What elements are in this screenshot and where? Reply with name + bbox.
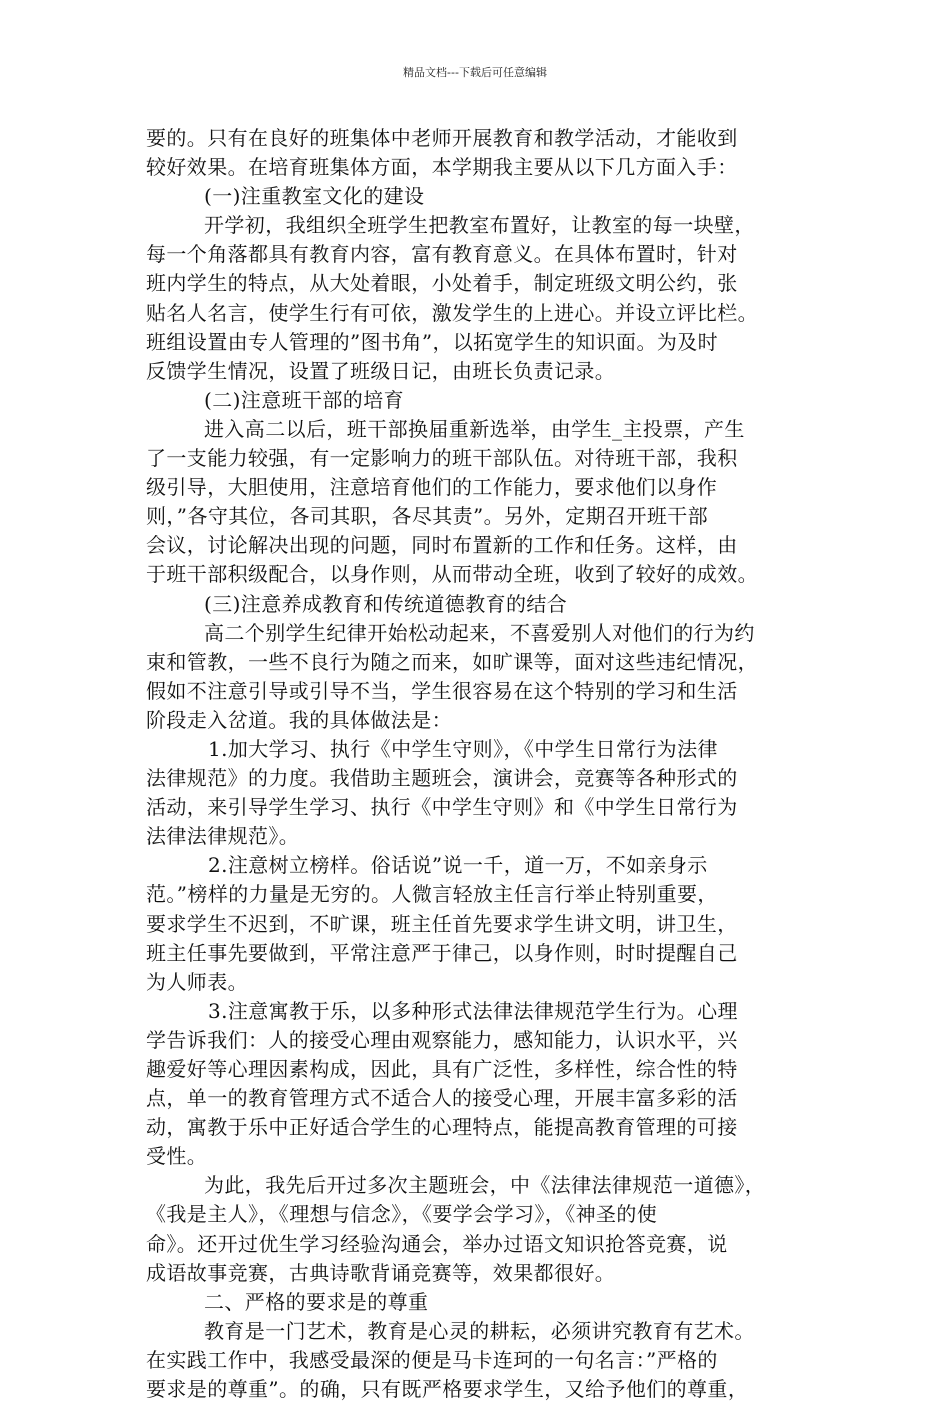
paragraph-first-line: 教育是一门艺术，教育是心灵的耕耘，必须讲究教育有艺术。: [204, 1318, 755, 1343]
text-line: 点，单一的教育管理方式不适合人的接受心理，开展丰富多彩的活: [146, 1086, 738, 1111]
text-line: 命》。还开过优生学习经验沟通会，举办过语文知识抢答竞赛，说: [146, 1231, 728, 1256]
text-line: 学告诉我们：人的接受心理由观察能力，感知能力，认识水平，兴: [146, 1027, 738, 1052]
text-line: 班主任事先要做到，平常注意严于律己，以身作则，时时提醒自己: [146, 940, 738, 965]
paragraph-first-line: 高二个别学生纪律开始松动起来，不喜爱别人对他们的行为约: [204, 620, 755, 645]
numbered-item-first-line: 3.注意寓教于乐，以多种形式法律法律规范学生行为。心理: [208, 998, 738, 1023]
text-line: 法律规范》的力度。我借助主题班会，演讲会，竞赛等各种形式的: [146, 766, 738, 791]
text-line: 则，”各守其位，各司其职，各尽其责”。另外，定期召开班干部: [146, 504, 709, 529]
section-heading: 二、严格的要求是的尊重: [204, 1289, 429, 1314]
section-heading: (三)注意养成教育和传统道德教育的结合: [204, 591, 568, 616]
text-line: 于班干部积级配合，以身作则，从而带动全班，收到了较好的成效。: [146, 562, 758, 587]
text-line: 了一支能力较强，有一定影响力的班干部队伍。对待班干部，我积: [146, 446, 738, 471]
text-line: 束和管教，一些不良行为随之而来，如旷课等，面对这些违纪情况，: [146, 649, 758, 674]
numbered-item-first-line: 1.加大学习、执行《中学生守则》，《中学生日常行为法律: [208, 736, 718, 761]
text-line: 《我是主人》，《理想与信念》，《要学会学习》，《神圣的使: [146, 1202, 658, 1227]
text-line: 范。”榜样的力量是无穷的。人微言轻放主任言行举止特别重要，: [146, 882, 718, 907]
section-heading: (二)注意班干部的培育: [204, 387, 405, 412]
text-line: 会议，讨论解决出现的问题，同时布置新的工作和任务。这样，由: [146, 533, 738, 558]
text-line: 为人师表。: [146, 969, 248, 994]
text-line: 要求是的尊重”。的确，只有既严格要求学生，又给予他们的尊重，: [146, 1377, 749, 1402]
text-line: 级引导，大胆使用，注意培育他们的工作能力，要求他们以身作: [146, 475, 718, 500]
text-line: 要的。只有在良好的班集体中老师开展教育和教学活动，才能收到: [146, 126, 738, 150]
paragraph-first-line: 进入高二以后，班干部换届重新选举，由学生_主投票，产生: [204, 416, 745, 441]
text-line: 趣爱好等心理因素构成，因此，具有广泛性，多样性，综合性的特: [146, 1057, 738, 1081]
text-line: 动，寓教于乐中正好适合学生的心理特点，能提高教育管理的可接: [146, 1115, 738, 1140]
numbered-item-first-line: 2.注意树立榜样。俗话说”说一千，道一万，不如亲身示: [208, 853, 708, 878]
text-line: 假如不注意引导或引导不当，学生很容易在这个特别的学习和生活: [146, 678, 738, 703]
text-line: 阶段走入岔道。我的具体做法是：: [146, 707, 452, 732]
text-line: 受性。: [146, 1144, 208, 1169]
text-line: 班组设置由专人管理的”图书角”，以拓宽学生的知识面。为及时: [146, 329, 719, 354]
document-body: [146, 124, 820, 1404]
text-line: 成语故事竞赛，古典诗歌背诵竞赛等，效果都很好。: [146, 1260, 616, 1285]
text-line: 贴名人名言，使学生行有可依，激发学生的上进心。并设立评比栏。: [146, 300, 758, 325]
text-line: 较好效果。在培育班集体方面，本学期我主要从以下几方面入手：: [146, 155, 738, 180]
text-line: 在实践工作中，我感受最深的便是马卡连珂的一句名言：”严格的: [146, 1347, 718, 1372]
page-header: 精品文档---下载后可任意编辑: [403, 66, 547, 79]
paragraph-first-line: 开学初，我组织全班学生把教室布置好，让教室的每一块壁，: [204, 213, 755, 238]
text-line: 法律法律规范》。: [146, 824, 300, 849]
section-heading: (一)注重教室文化的建设: [204, 184, 425, 209]
text-line: 反馈学生情况，设置了班级日记，由班长负责记录。: [146, 358, 616, 383]
text-line: 每一个角落都具有教育内容，富有教育意义。在具体布置时，针对: [146, 242, 738, 267]
text-line: 班内学生的特点，从大处着眼，小处着手，制定班级文明公约，张: [146, 271, 738, 296]
text-line: 要求学生不迟到，不旷课，班主任首先要求学生讲文明，讲卫生，: [146, 911, 738, 936]
text-line: 活动，来引导学生学习、执行《中学生守则》和《中学生日常行为: [146, 795, 738, 820]
paragraph-first-line: 为此，我先后开过多次主题班会，中《法律法律规范一道德》，: [204, 1173, 766, 1198]
